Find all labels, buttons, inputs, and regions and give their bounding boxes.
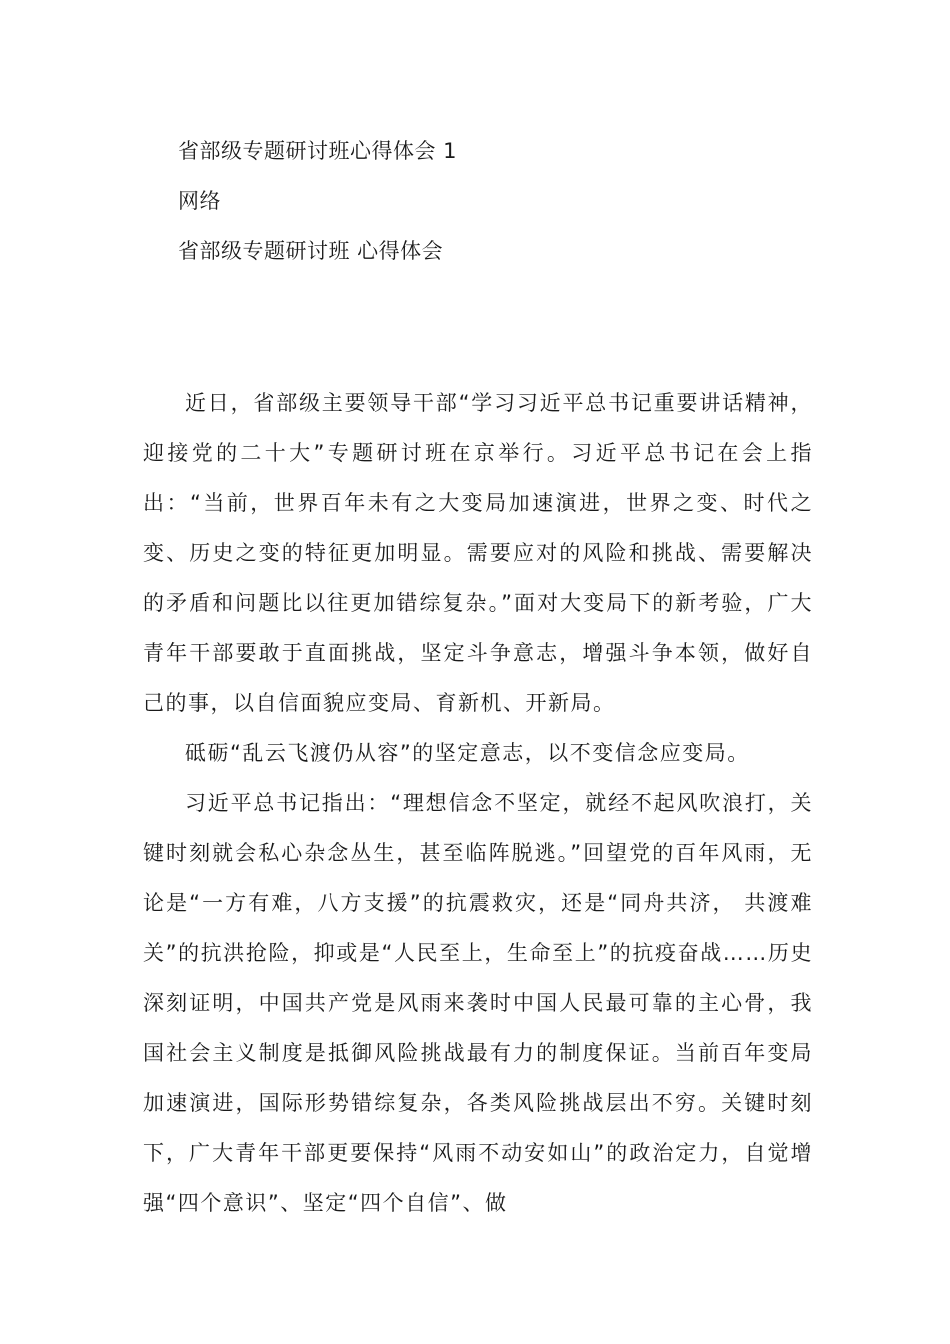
body-paragraph-1: 近日，省部级主要领导干部“学习习近平总书记重要讲话精神，迎接党的二十大”专题研讨班在京举行。习近平总书记在会上指出：“当前，世界百年未有之大变局加速演进，世界之变、时代之变、历史之变的特征更加明显。需要应对的风险和挑战、需要解决的矛盾和问题比以往更加错综复杂。”面对大变局下的新考验，广大青年干部要敢于直面挑战，坚定斗争意志，增强斗争本领，做好自己的事，以自信面貌应变局、育新机、开新局。 bbox=[143, 391, 813, 715]
body-paragraph-2: 砥砺“乱云飞渡仍从容”的坚定意志，以不变信念应变局。 bbox=[185, 741, 750, 765]
document-subtitle: 省部级专题研讨班 心得体会 bbox=[178, 239, 444, 263]
document-source: 网络 bbox=[178, 189, 221, 213]
document-body bbox=[143, 378, 813, 1228]
document-title-line: 省部级专题研讨班心得体会 1 bbox=[178, 139, 458, 163]
body-paragraph-3: 习近平总书记指出：“理想信念不坚定，就经不起风吹浪打，关键时刻就会私心杂念丛生，甚至临阵脱逃。”回望党的百年风雨，无论是“一方有难，八方支援”的抗震救灾，还是“同舟共济， 共渡难关”的抗洪抢险，抑或是“人民至上，生命至上”的抗疫奋战……历史深刻证明，中国共产党是风雨来袭时中国人民最可靠的主心骨，我国社会主义制度是抵御风险挑战最有力的制度保证。当前百年变局加速演进，国际形势错综复杂，各类风险挑战层出不穷。关键时刻下，广大青年干部更要保持“风雨不动安如山”的政治定力，自觉增强“四个意识”、坚定“四个自信”、做 bbox=[143, 791, 813, 1215]
